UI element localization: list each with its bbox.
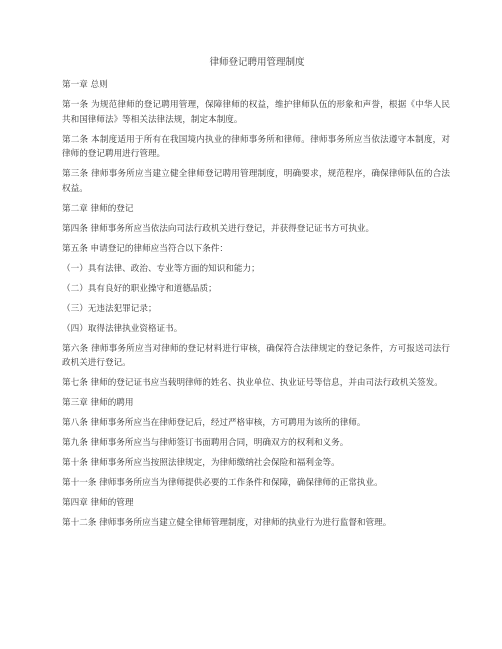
- document-title: 律师登记聘用管理制度: [209, 57, 305, 68]
- article-paragraph: 第八条 律师事务所应当在律师登记后，经过严格审核，方可聘用为该所的律师。: [62, 418, 366, 428]
- list-item: （三）无违法犯罪记录；: [62, 303, 157, 314]
- article-paragraph: 第十一条 律师事务所应当为律师提供必要的工作条件和保障，确保律师的正常执业。: [62, 478, 383, 488]
- chapter-heading: 第三章 律师的聘用: [62, 398, 134, 408]
- chapter-heading: 第四章 律师的管理: [62, 498, 134, 508]
- article-paragraph: 第四条 律师事务所应当依法向司法行政机关进行登记，并获得登记证书方可执业。: [62, 223, 375, 234]
- article-paragraph: 第三条 律师事务所应当建立健全律师登记聘用管理制度，明确要求，规范程序，确保律师队伍的合法权益。: [62, 169, 450, 194]
- chapter-heading: 第一章 总则: [62, 80, 108, 90]
- article-paragraph: 第十条 律师事务所应当按照法律规定，为律师缴纳社会保险和福利金等。: [62, 458, 340, 468]
- article-paragraph: 第五条 申请登记的律师应当符合以下条件：: [62, 243, 229, 254]
- article-paragraph: 第六条 律师事务所应当对律师的登记材料进行审核，确保符合法律规定的登记条件，方可报送司法行政机关进行登记。: [62, 343, 450, 368]
- list-item: （二）具有良好的职业操守和道德品质；: [62, 283, 217, 294]
- chapter-heading: 第二章 律师的登记: [62, 203, 134, 214]
- article-paragraph: 第一条 为规范律师的登记聘用管理，保障律师的权益，维护律师队伍的形象和声誉，根据《中华人民共和国律师法》等相关法律法规，制定本制度。: [62, 100, 450, 125]
- article-paragraph: 第七条 律师的登记证书应当载明律师的姓名、执业单位、执业证号等信息，并由司法行政机关签发。: [62, 378, 443, 388]
- list-item: （四）取得法律执业资格证书。: [62, 323, 183, 334]
- article-paragraph: 第九条 律师事务所应当与律师签订书面聘用合同，明确双方的权利和义务。: [62, 438, 349, 448]
- list-item: （一）具有法律、政治、专业等方面的知识和能力；: [62, 263, 260, 274]
- article-paragraph: 第十二条 律师事务所应当建立健全律师管理制度，对律师的执业行为进行监督和管理。: [62, 518, 392, 528]
- article-paragraph: 第二条 本制度适用于所有在我国境内执业的律师事务所和律师。律师事务所应当依法遵守本制度，对律师的登记聘用进行管理。: [62, 134, 450, 159]
